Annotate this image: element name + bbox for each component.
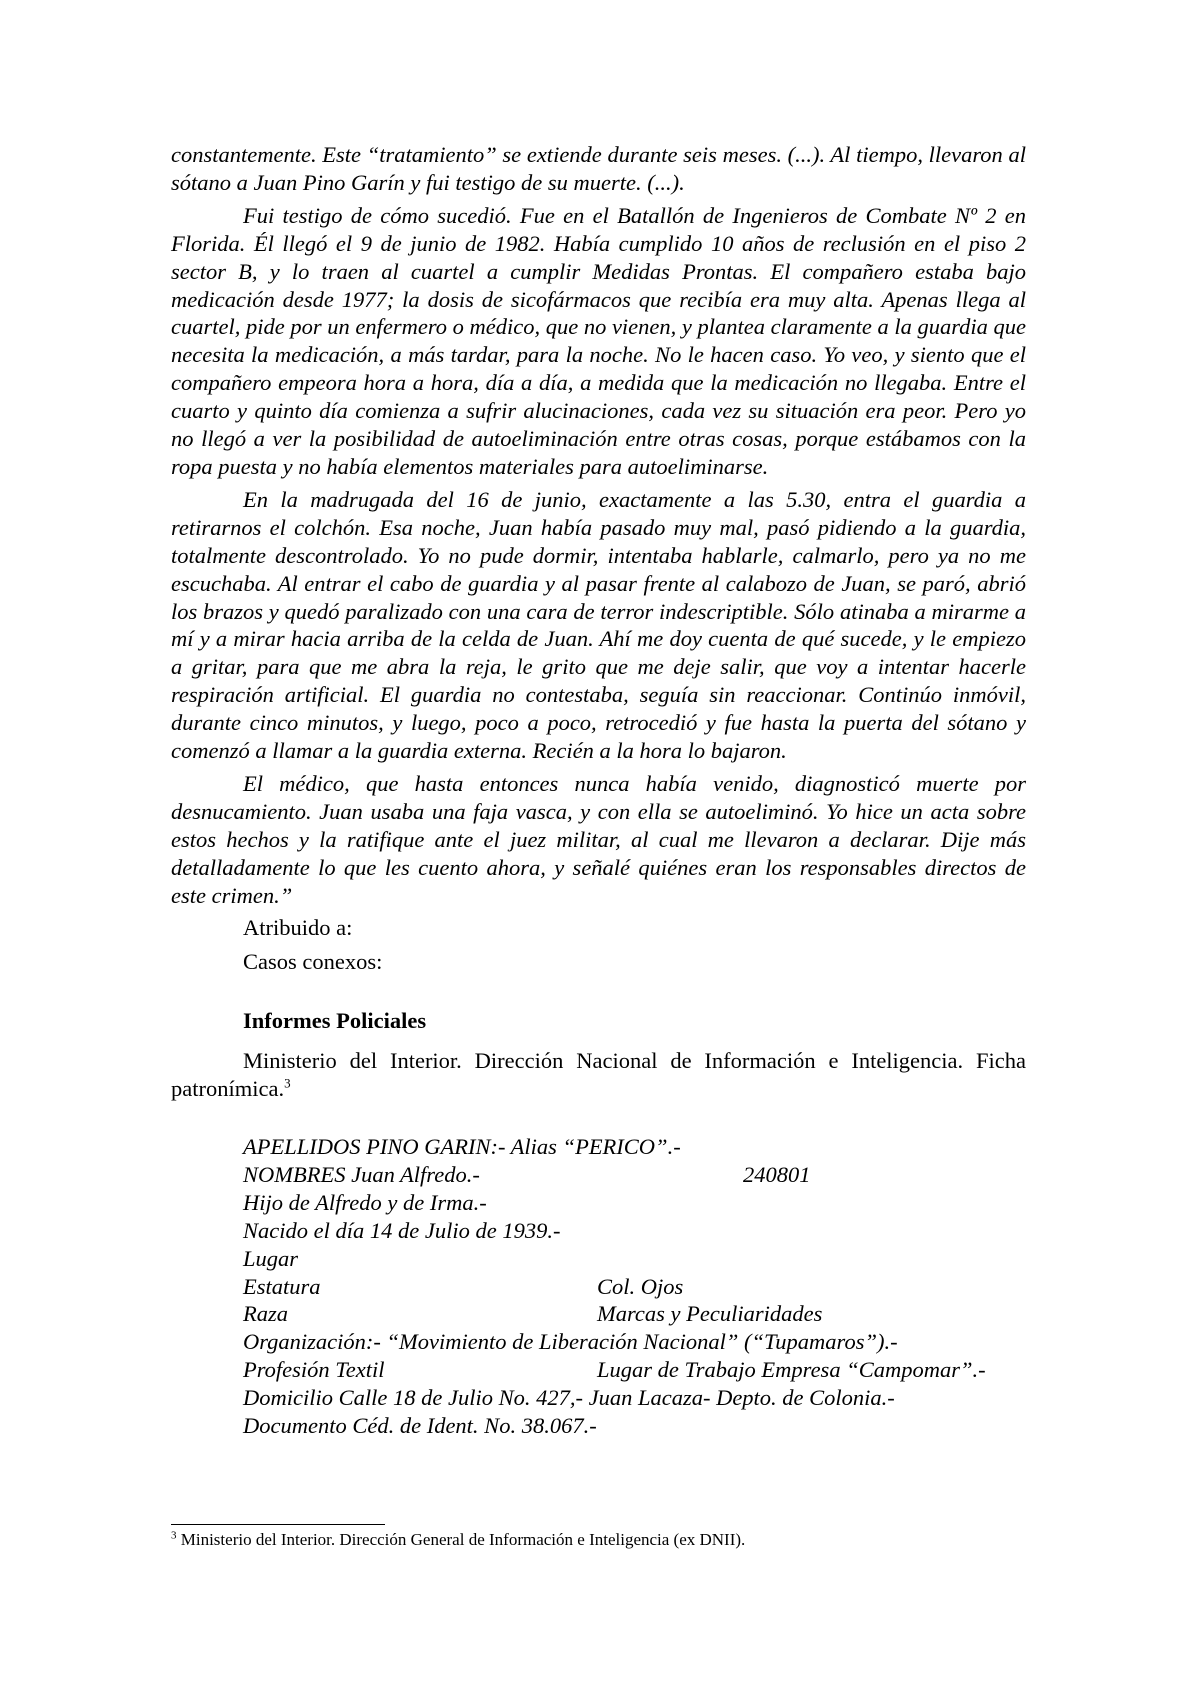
record-ojos: Col. Ojos	[597, 1273, 684, 1299]
record-row	[243, 1245, 1026, 1273]
section-intro	[171, 1047, 1026, 1103]
record-raza: Raza	[243, 1301, 288, 1327]
footnote-separator	[171, 1524, 385, 1525]
testimony-paragraph-1: constantemente. Este “tratamiento” se extiende durante seis meses. (...). Al tiempo, llevaron al sótano a Juan Pino Garín y fui testigo de su muerte. (...).	[171, 142, 1026, 195]
record-row	[243, 1384, 1026, 1412]
attributed-to-label: Atribuido a:	[243, 915, 353, 941]
document-page	[171, 141, 1026, 1440]
record-nacido: Nacido el día 14 de Julio de 1939.-	[243, 1217, 561, 1243]
record-row	[243, 1273, 1026, 1301]
testimony-paragraph-2: Fui testigo de cómo sucedió. Fue en el Batallón de Ingenieros de Combate Nº 2 en Florida. Él llegó el 9 de junio de 1982. Había cumplido 10 años de reclusión en el piso 2 sector B, y lo traen al cuartel a cumplir Medidas Prontas. El compañero estaba bajo medicación desde 1977; la dosis de sicofármacos que recibía era muy alta. Apenas llega al cuartel, pide por un enfermero o médico, que no vienen, y plantea claramente a la guardia que necesita la medicación, a más tardar, para la noche. No le hacen caso. Yo veo, y siento que el compañero empeora hora a hora, día a día, a medida que la medicación no llegaba. Entre el cuarto y quinto día comienza a sufrir alucinaciones, cada vez su situación era peor. Pero yo no llegó a ver la posibilidad de autoeliminación entre otras cosas, porque estábamos con la ropa puesta y no había elementos materiales para autoeliminarse.	[171, 202, 1027, 479]
section-heading: Informes Policiales	[243, 1008, 427, 1034]
testimony-paragraph-4: El médico, que hasta entonces nunca había venido, diagnosticó muerte por desnucamiento. Juan usaba una faja vasca, y con ella se autoeliminó. Yo hice un acta sobre estos hechos y la ratifique ante el juez militar, al cual me llevaron a declarar. Dije más detalladamente lo que les cuento ahora, y señalé quiénes eran los responsables directos de este crimen.”	[171, 770, 1026, 908]
record-row	[243, 1300, 1026, 1328]
record-row	[243, 1412, 1026, 1440]
footnote-text: Ministerio del Interior. Dirección General de Información e Inteligencia (ex DNII).	[180, 1530, 746, 1549]
record-row	[243, 1189, 1026, 1217]
record-estatura: Estatura	[243, 1273, 321, 1299]
record-documento: Documento Céd. de Ident. No. 38.067.-	[243, 1413, 597, 1438]
record-trabajo: Lugar de Trabajo Empresa “Campomar”.-	[597, 1357, 986, 1383]
record-row	[243, 1133, 1026, 1161]
record-domicilio: Domicilio Calle 18 de Julio No. 427,- Juan Lacaza- Depto. de Colonia.-	[243, 1385, 895, 1411]
record-lugar: Lugar	[243, 1245, 299, 1271]
testimony-paragraph-3: En la madrugada del 16 de junio, exactamente a las 5.30, entra el guardia a retirarnos el colchón. Esa noche, Juan había pasado muy mal, pasó pidiendo a la guardia, totalmente descontrolado. Yo no pude dormir, intentaba hablarle, calmarlo, pero ya no me escuchaba. Al entrar el cabo de guardia y al pasar frente al calabozo de Juan, se paró, abrió los brazos y quedó paralizado con una cara de terror indescriptible. Sólo atinaba a mirarme a mí y a mirar hacia arriba de la celda de Juan. Ahí me doy cuenta de qué sucede, y le empiezo a gritar, para que me abra la reja, le grito que me deje salir, que voy a intentar hacerle respiración artificial. El guardia no contestaba, seguía sin reaccionar. Continúo inmóvil, durante cinco minutos, y luego, poco a poco, retrocedió y fue hasta la puerta del sótano y comenzó a llamar a la guardia externa. Recién a la hora lo bajaron.	[171, 486, 1026, 764]
record-row	[243, 1328, 1026, 1356]
footnote	[171, 1530, 745, 1550]
record-row	[243, 1217, 1026, 1245]
record-organizacion: Organización:- “Movimiento de Liberación Nacional” (“Tupamaros”).-	[243, 1329, 898, 1355]
record-card	[243, 1133, 1026, 1440]
record-number: 240801	[743, 1161, 811, 1187]
footnote-reference[interactable]: 3	[284, 1075, 291, 1091]
section-intro-text: Ministerio del Interior. Dirección Nacional de Información e Inteligencia. Ficha patronímica.	[171, 1048, 1026, 1102]
record-row	[243, 1356, 1026, 1384]
related-cases-label: Casos conexos:	[243, 949, 383, 975]
record-row	[243, 1161, 1026, 1189]
record-apellidos: APELLIDOS PINO GARIN:- Alias “PERICO”.-	[243, 1134, 681, 1160]
record-nombres: NOMBRES Juan Alfredo.-	[243, 1161, 480, 1187]
record-profesion: Profesión Textil	[243, 1357, 385, 1383]
record-marcas: Marcas y Peculiaridades	[597, 1301, 823, 1327]
record-hijo: Hijo de Alfredo y de Irma.-	[243, 1189, 487, 1215]
footnote-number: 3	[171, 1529, 177, 1542]
